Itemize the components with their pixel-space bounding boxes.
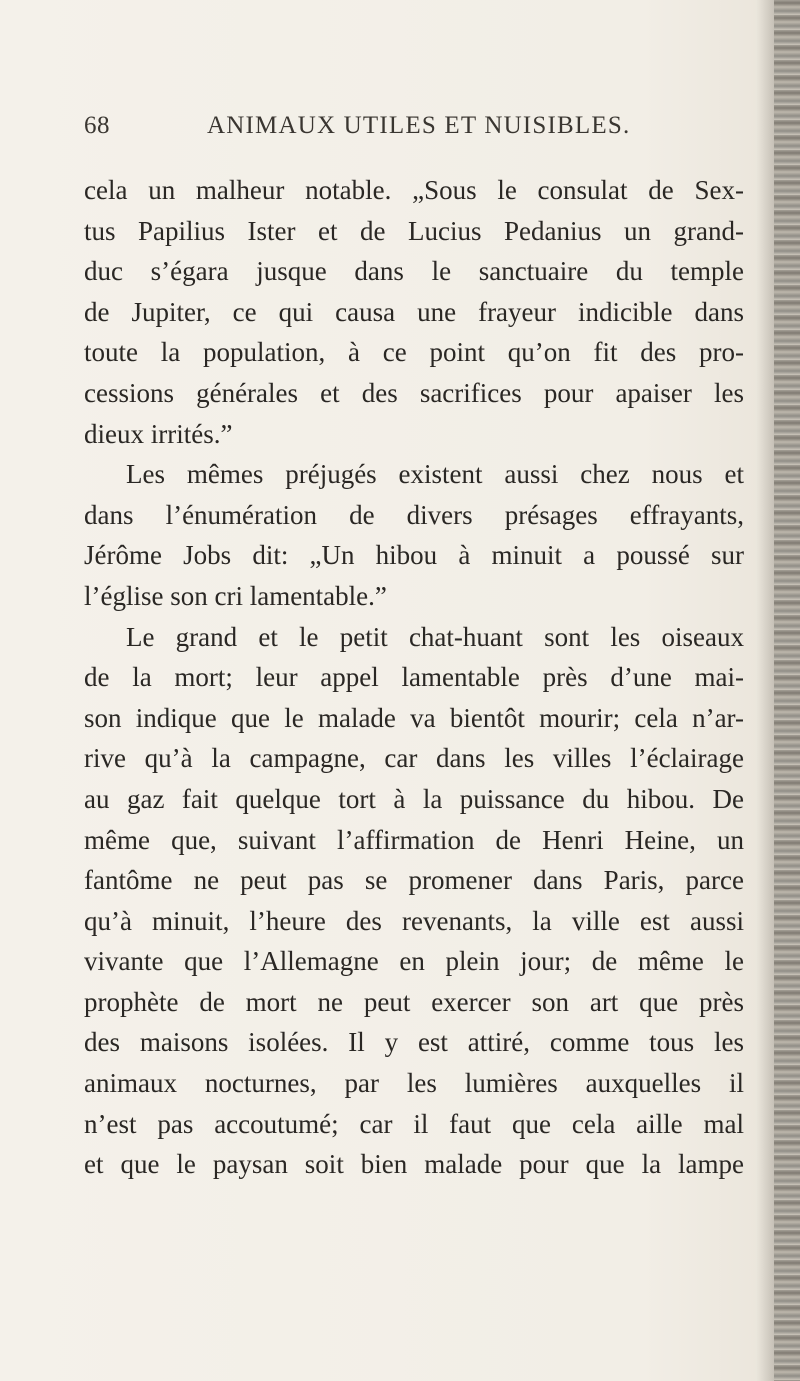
text-line: duc s’égara jusque dans le sanctuaire du temple (84, 256, 744, 287)
text-line: tus Papilius Ister et de Lucius Pedanius un grand- (84, 215, 744, 246)
binding-shadow (756, 0, 774, 1381)
text-line: et que le paysan soit bien malade pour que la lampe (84, 1149, 744, 1180)
text-line: vivante que l’Allemagne en plein jour; de même le (84, 946, 744, 977)
text-line: Jérôme Jobs dit: „Un hibou à minuit a poussé sur (84, 540, 744, 571)
book-binding-edge (774, 0, 800, 1381)
text-line: au gaz fait quelque tort à la puissance du hibou. De (84, 783, 744, 814)
text-line: de la mort; leur appel lamentable près d’une mai- (84, 662, 744, 693)
text-line: son indique que le malade va bientôt mourir; cela n’ar- (84, 702, 744, 733)
text-line: dans l’énumération de divers présages effrayants, (84, 499, 744, 530)
running-head (84, 112, 744, 152)
text-line: Les mêmes préjugés existent aussi chez nous et (126, 459, 744, 490)
text-line: cessions générales et des sacrifices pour apaiser les (84, 377, 744, 408)
text-line: fantôme ne peut pas se promener dans Paris, parce (84, 865, 744, 896)
body-text (84, 170, 744, 1185)
text-line: même que, suivant l’affirmation de Henri Heine, un (84, 824, 744, 855)
text-line: qu’à minuit, l’heure des revenants, la ville est aussi (84, 905, 744, 936)
text-line: animaux nocturnes, par les lumières auxquelles il (84, 1068, 744, 1099)
text-line: l’église son cri lamentable.” (84, 580, 387, 611)
text-line: de Jupiter, ce qui causa une frayeur indicible dans (84, 296, 744, 327)
text-line: dieux irrités.” (84, 418, 233, 449)
page-number: 68 (84, 112, 110, 139)
text-line: Le grand et le petit chat-huant sont les oiseaux (126, 621, 744, 652)
running-head-title: ANIMAUX UTILES ET NUISIBLES. (207, 112, 631, 139)
text-line: prophète de mort ne peut exercer son art que près (84, 986, 744, 1017)
text-line: n’est pas accoutumé; car il faut que cela aille mal (84, 1108, 744, 1139)
text-line: des maisons isolées. Il y est attiré, comme tous les (84, 1027, 744, 1058)
text-line: toute la population, à ce point qu’on fit des pro- (84, 337, 744, 368)
text-line: cela un malheur notable. „Sous le consulat de Sex- (84, 175, 744, 205)
text-line: rive qu’à la campagne, car dans les villes l’éclairage (84, 743, 744, 774)
